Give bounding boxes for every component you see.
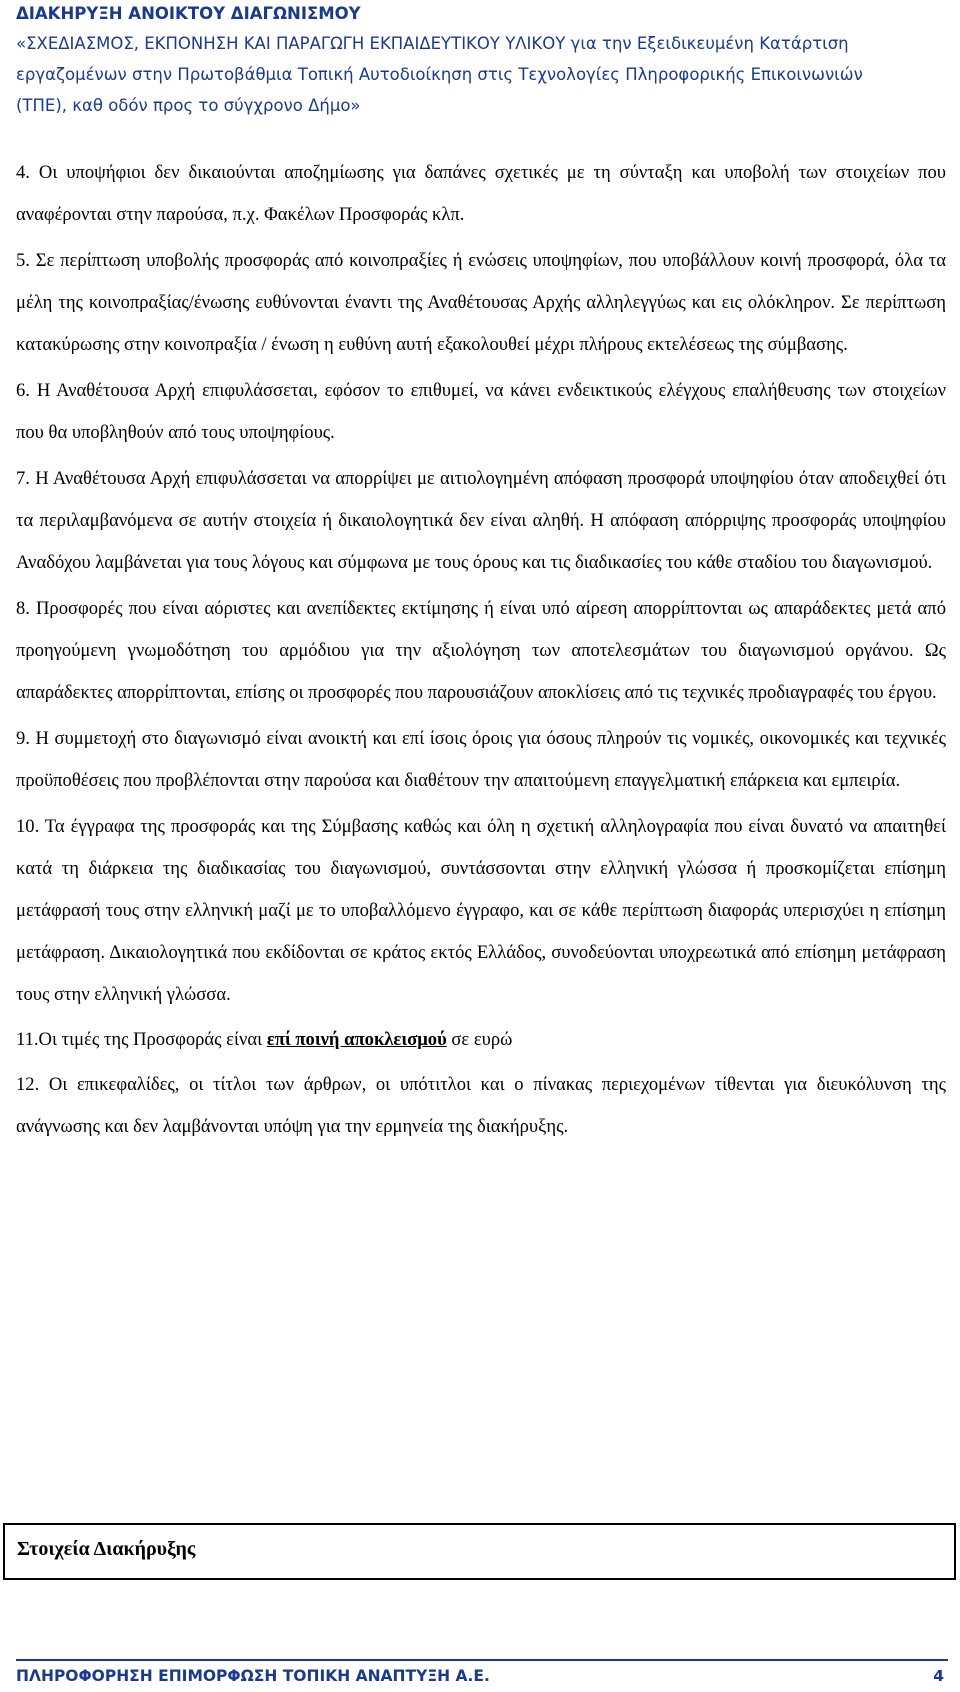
paragraph-8: 8. Προσφορές που είναι αόριστες και ανεπίδεκτες εκτίμησης ή είναι υπό αίρεση απορρίπτονται ως απαράδεκτες μετά από προηγούμενη γνωμοδότηση του αρμόδιου για την αξιολόγηση των αποτελεσμάτων του διαγωνισμού οργάνου. Ως απαράδεκτες απορρίπτονται, επίσης οι προσφορές που παρουσιάζουν αποκλίσεις από τις τεχνικές προδιαγραφές του έργου.	[16, 598, 946, 703]
section-box	[3, 1523, 956, 1580]
paragraph-4: 4. Οι υποψήφιοι δεν δικαιούνται αποζημίωσης για δαπάνες σχετικές με τη σύνταξη και υποβολή των στοιχείων που αναφέρονται στην παρούσα, π.χ. Φακέλων Προσφοράς κλπ.	[16, 162, 946, 225]
paragraph-12: 12. Οι επικεφαλίδες, οι τίτλοι των άρθρων, οι υπότιτλοι και ο πίνακας περιεχομένων τίθενται για διευκόλυνση της ανάγνωσης και δεν λαμβάνονται υπόψη για την ερμηνεία της διακήρυξης.	[16, 1074, 946, 1137]
footer-company: ΠΛΗΡΟΦΟΡΗΣΗ ΕΠΙΜΟΡΦΩΣΗ ΤΟΠΙΚΗ ΑΝΑΠΤΥΞΗ Α.Ε.	[16, 1667, 490, 1685]
paragraph-11-lead: 11.Οι τιμές της Προσφοράς είναι	[16, 1029, 267, 1050]
paragraph-5: 5. Σε περίπτωση υποβολής προσφοράς από κοινοπραξίες ή ενώσεις υποψηφίων, που υποβάλλουν κοινή προσφορά, όλα τα μέλη της κοινοπραξίας/ένωσης ευθύνονται έναντι της Αναθέτουσας Αρχής αλληλεγγύως και εις ολόκληρον. Σε περίπτωση κατακύρωσης στην κοινοπραξία / ένωση η ευθύνη αυτή εξακολουθεί μέχρι πλήρους εκτελέσεως της σύμβασης.	[16, 250, 946, 355]
document-footer	[16, 1664, 948, 1688]
paragraph-11-tail: σε ευρώ	[446, 1029, 513, 1050]
paragraph-7: 7. Η Αναθέτουσα Αρχή επιφυλάσσεται να απορρίψει με αιτιολογημένη απόφαση προσφορά υποψηφίου όταν αποδειχθεί ότι τα περιλαμβανόμενα σε αυτήν στοιχεία ή δικαιολογητικά δεν είναι αληθή. Η απόφαση απόρριψης προσφοράς υποψηφίου Αναδόχου λαμβάνεται για τους λόγους και σύμφωνα με τους όρους και τις διαδικασίες του κάθε σταδίου του διαγωνισμού.	[16, 468, 946, 573]
header-subtitle-line-1: «ΣΧΕΔΙΑΣΜΟΣ, ΕΚΠΟΝΗΣΗ ΚΑΙ ΠΑΡΑΓΩΓΗ ΕΚΠΑΙΔΕΥΤΙΚΟΥ ΥΛΙΚΟΥ για την Εξειδικευμένη Κατάρτιση	[16, 34, 849, 53]
paragraph-11-emphasis: επί ποινή αποκλεισμού	[266, 1029, 447, 1050]
header-title: ΔΙΑΚΗΡΥΞΗ ΑΝΟΙΚΤΟΥ ΔΙΑΓΩΝΙΣΜΟΥ	[16, 4, 361, 23]
header-subtitle-line-3: (ΤΠΕ), καθ οδόν προς το σύγχρονο Δήμο»	[16, 96, 361, 115]
paragraph-10: 10. Τα έγγραφα της προσφοράς και της Σύμβασης καθώς και όλη η σχετική αλληλογραφία που είναι δυνατό να απαιτηθεί κατά τη διάρκεια της διαδικασίας του διαγωνισμού, συντάσσονται στην ελληνική γλώσσα ή προσκομίζεται επίσημη μετάφρασή τους στην ελληνική μαζί με το υποβαλλόμενο έγγραφο, και σε κάθε περίπτωση διαφοράς υπερισχύει η επίσημη μετάφραση. Δικαιολογητικά που εκδίδονται σε κράτος εκτός Ελλάδος, συνοδεύονται υποχρεωτικά από επίσημη μετάφραση τους στην ελληνική γλώσσα.	[16, 816, 946, 1005]
section-box-title: Στοιχεία Διακήρυξης	[17, 1538, 196, 1560]
paragraph-9: 9. Η συμμετοχή στο διαγωνισμό είναι ανοικτή και επί ίσοις όροις για όσους πληρούν τις νομικές, οικονομικές και τεχνικές προϋποθέσεις που προβλέπονται στην παρούσα και διαθέτουν την απαιτούμενη επαγγελματική επάρκεια και εμπειρία.	[16, 728, 946, 791]
page-number: 4	[933, 1667, 944, 1685]
paragraph-6: 6. Η Αναθέτουσα Αρχή επιφυλάσσεται, εφόσον το επιθυμεί, να κάνει ενδεικτικούς ελέγχους επαλήθευσης των στοιχείων που θα υποβληθούν από τους υποψηφίους.	[16, 380, 946, 443]
document-header	[16, 0, 948, 121]
header-subtitle-line-2: εργαζομένων στην Πρωτοβάθμια Τοπική Αυτοδιοίκηση στις Τεχνολογίες Πληροφορικής Επικοινωνιών	[16, 65, 863, 84]
document-body	[16, 152, 946, 1152]
footer-divider	[16, 1659, 948, 1661]
paragraph-11	[16, 1020, 946, 1060]
